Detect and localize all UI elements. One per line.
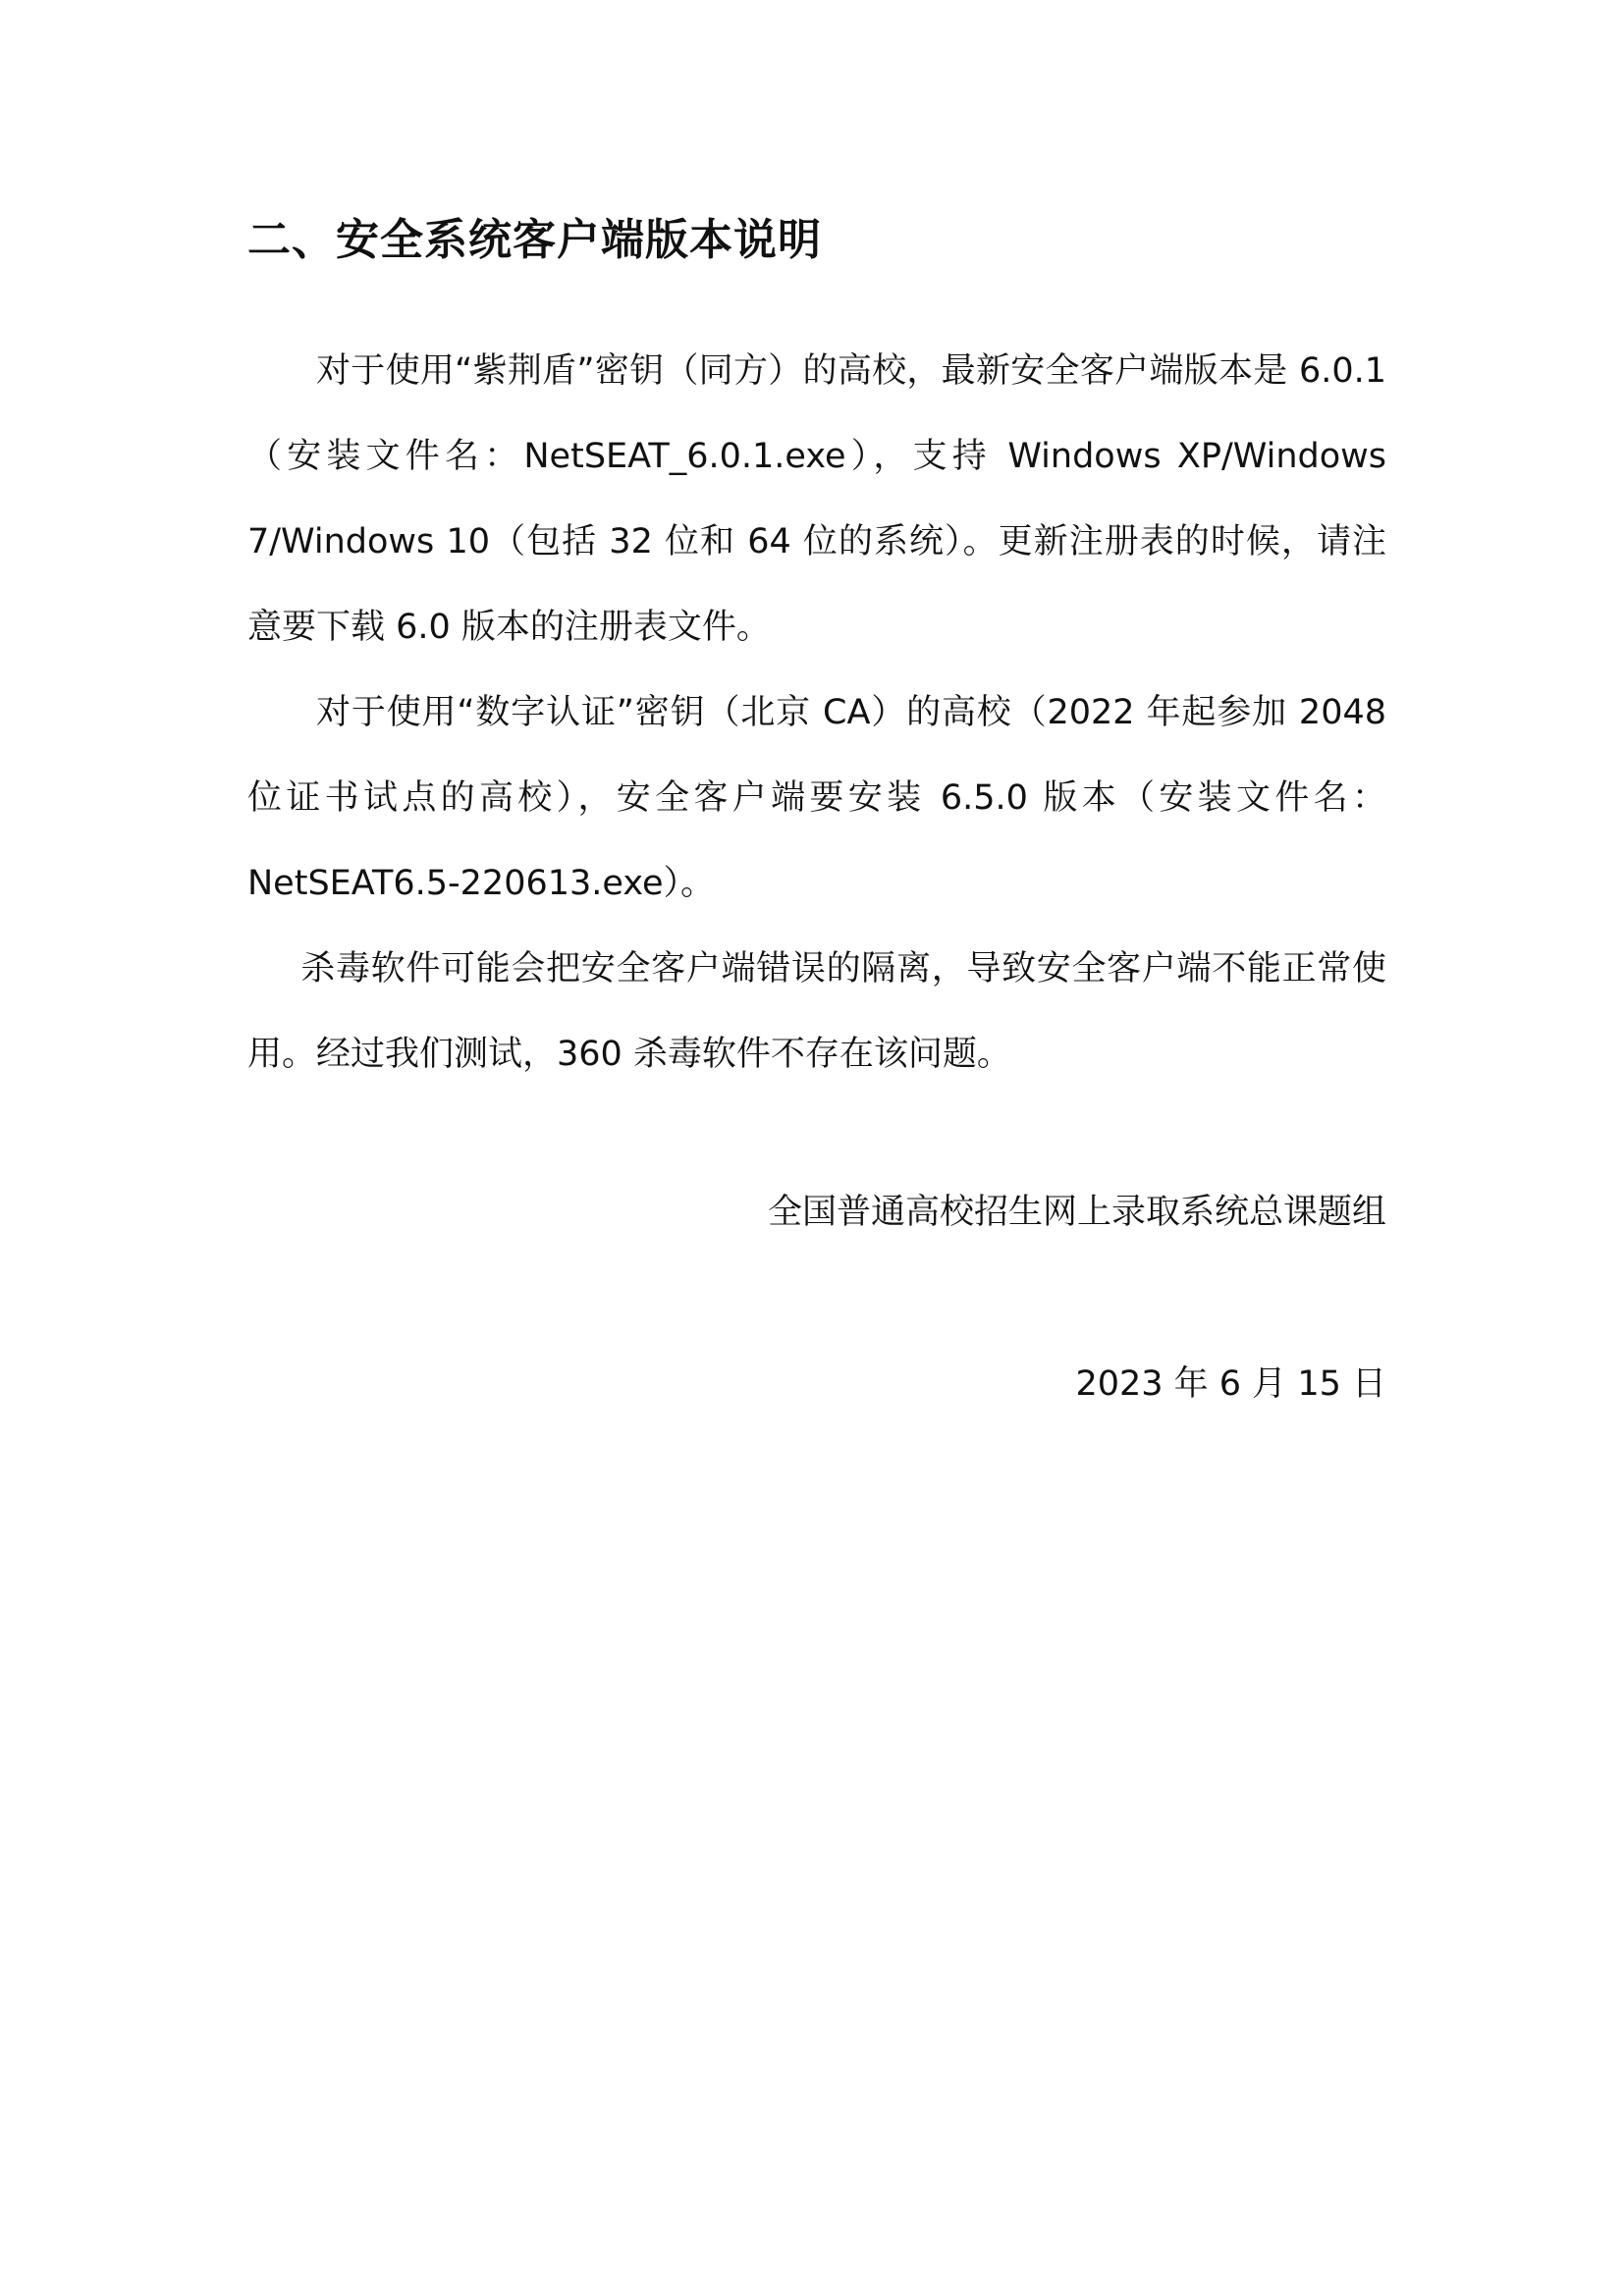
document-date: 2023 年 6 月 15 日 [1075, 1364, 1386, 1404]
section-heading: 二、安全系统客户端版本说明 [247, 215, 822, 265]
signature-organization: 全国普通高校招生网上录取系统总课题组 [767, 1193, 1386, 1232]
paragraph-client-version-zijingdun: 对于使用“紫荆盾”密钥（同方）的高校，最新安全客户端版本是 6.0.1（安装文件名：NetSEAT_6.0.1.exe），支持 Windows XP/Windows 7/Windows 10（包括 32 位和 64 位的系统）。更新注册表的时候，请注意要下载 6.0 版本的注册表文件。 [247, 351, 1386, 647]
paragraph-client-version-bjca: 对于使用“数字认证”密钥（北京 CA）的高校（2022 年起参加 2048 位证书试点的高校），安全客户端要安装 6.5.0 版本（安装文件名：NetSEAT6.5-220613.exe）。 [247, 693, 1386, 903]
document-body [247, 329, 1386, 1097]
paragraph-antivirus-note: 杀毒软件可能会把安全客户端错误的隔离，导致安全客户端不能正常使用。经过我们测试，360 杀毒软件不存在该问题。 [247, 949, 1386, 1074]
